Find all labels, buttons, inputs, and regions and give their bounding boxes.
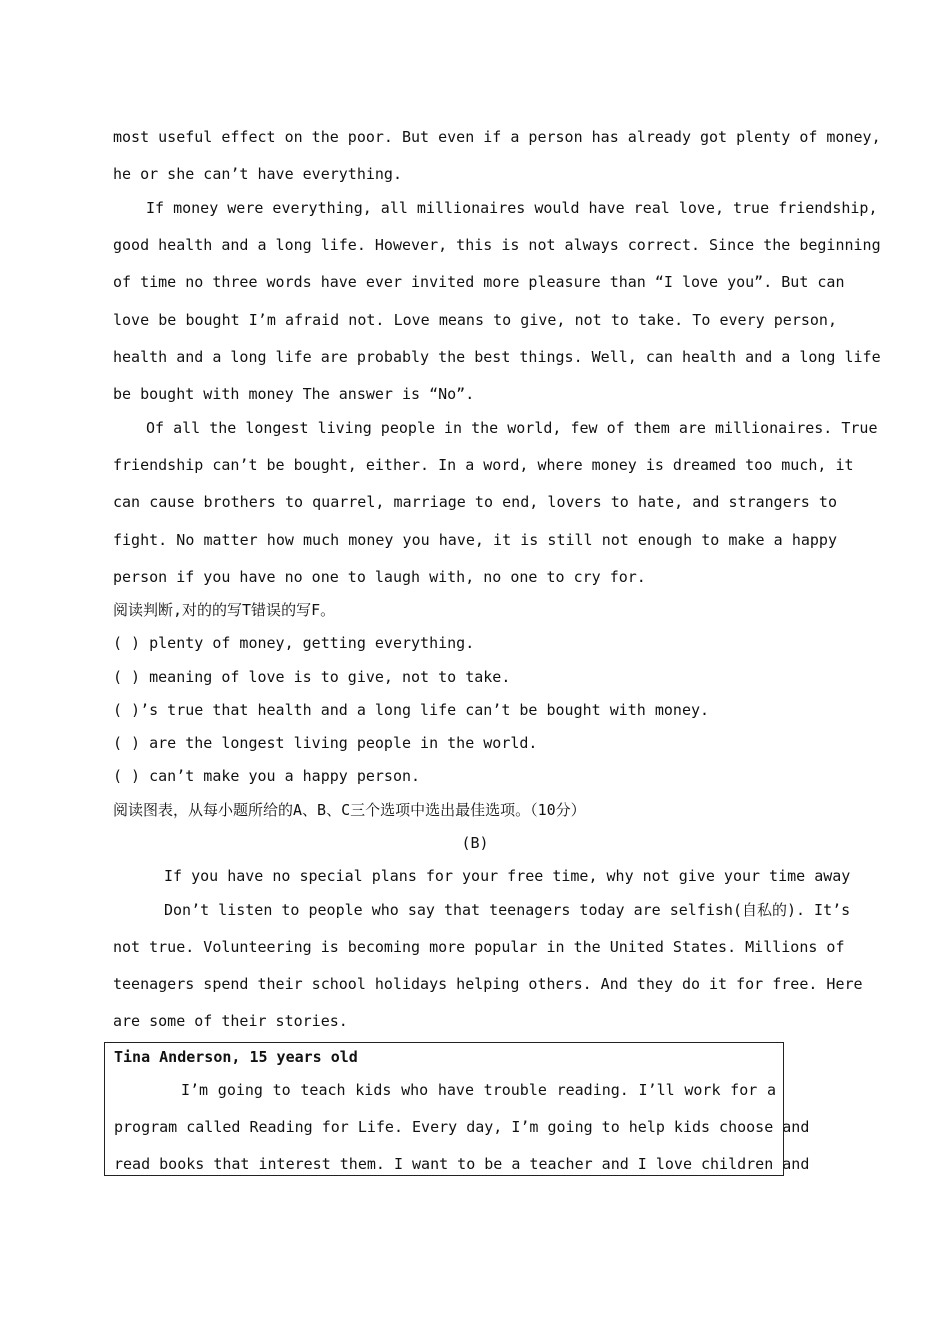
judge-instruction: 阅读判断,对的的写T错误的写F。 bbox=[113, 601, 336, 619]
judge-item: ( ) can’t make you a happy person. bbox=[113, 767, 421, 785]
judge-item: ( )’s true that health and a long life can’t be bought with money. bbox=[113, 701, 710, 719]
section-b-line: teenagers spend their school holidays helping others. And they do it for free. Here bbox=[113, 975, 863, 993]
passage-line: good health and a long life. However, this is not always correct. Since the beginning bbox=[113, 236, 881, 254]
section-b-label: (B) bbox=[461, 834, 489, 852]
passage-line: If money were everything, all millionaires would have real love, true friendship, bbox=[146, 199, 878, 217]
section-b-line: are some of their stories. bbox=[113, 1012, 348, 1030]
passage-line: fight. No matter how much money you have, it is still not enough to make a happy bbox=[113, 531, 837, 549]
judge-item: ( ) meaning of love is to give, not to take. bbox=[113, 668, 511, 686]
section-b-title: If you have no special plans for your free time, why not give your time away bbox=[164, 867, 851, 885]
judge-item: ( ) plenty of money, getting everything. bbox=[113, 634, 475, 652]
passage-line: he or she can’t have everything. bbox=[113, 165, 402, 183]
story-heading: Tina Anderson, 15 years old bbox=[114, 1048, 358, 1066]
section-b-line: not true. Volunteering is becoming more popular in the United States. Millions of bbox=[113, 938, 845, 956]
passage-line: health and a long life are probably the best things. Well, can health and a long life bbox=[113, 348, 881, 366]
passage-line: can cause brothers to quarrel, marriage to end, lovers to hate, and strangers to bbox=[113, 493, 837, 511]
section-b-line: Don’t listen to people who say that teenagers today are selfish(自私的). It’s bbox=[164, 901, 851, 919]
passage-line: love be bought I’m afraid not. Love means to give, not to take. To every person, bbox=[113, 311, 837, 329]
passage-line: friendship can’t be bought, either. In a word, where money is dreamed too much, it bbox=[113, 456, 854, 474]
story-box bbox=[104, 1042, 810, 1176]
story-line: program called Reading for Life. Every day, I’m going to help kids choose and bbox=[114, 1118, 810, 1136]
judge-item: ( ) are the longest living people in the world. bbox=[113, 734, 538, 752]
story-line: I’m going to teach kids who have trouble reading. I’ll work for a bbox=[181, 1081, 776, 1099]
passage-line: Of all the longest living people in the world, few of them are millionaires. True bbox=[146, 419, 878, 437]
passage-line: most useful effect on the poor. But even if a person has already got plenty of money, bbox=[113, 128, 881, 146]
passage-line: be bought with money The answer is “No”. bbox=[113, 385, 475, 403]
passage-line: person if you have no one to laugh with, no one to cry for. bbox=[113, 568, 646, 586]
section-b-instruction: 阅读图表，从每小题所给的A、B、C三个选项中选出最佳选项。（10分） bbox=[113, 801, 586, 819]
passage-line: of time no three words have ever invited more pleasure than “I love you”. But can bbox=[113, 273, 845, 291]
story-line: read books that interest them. I want to be a teacher and I love children and bbox=[114, 1155, 810, 1173]
